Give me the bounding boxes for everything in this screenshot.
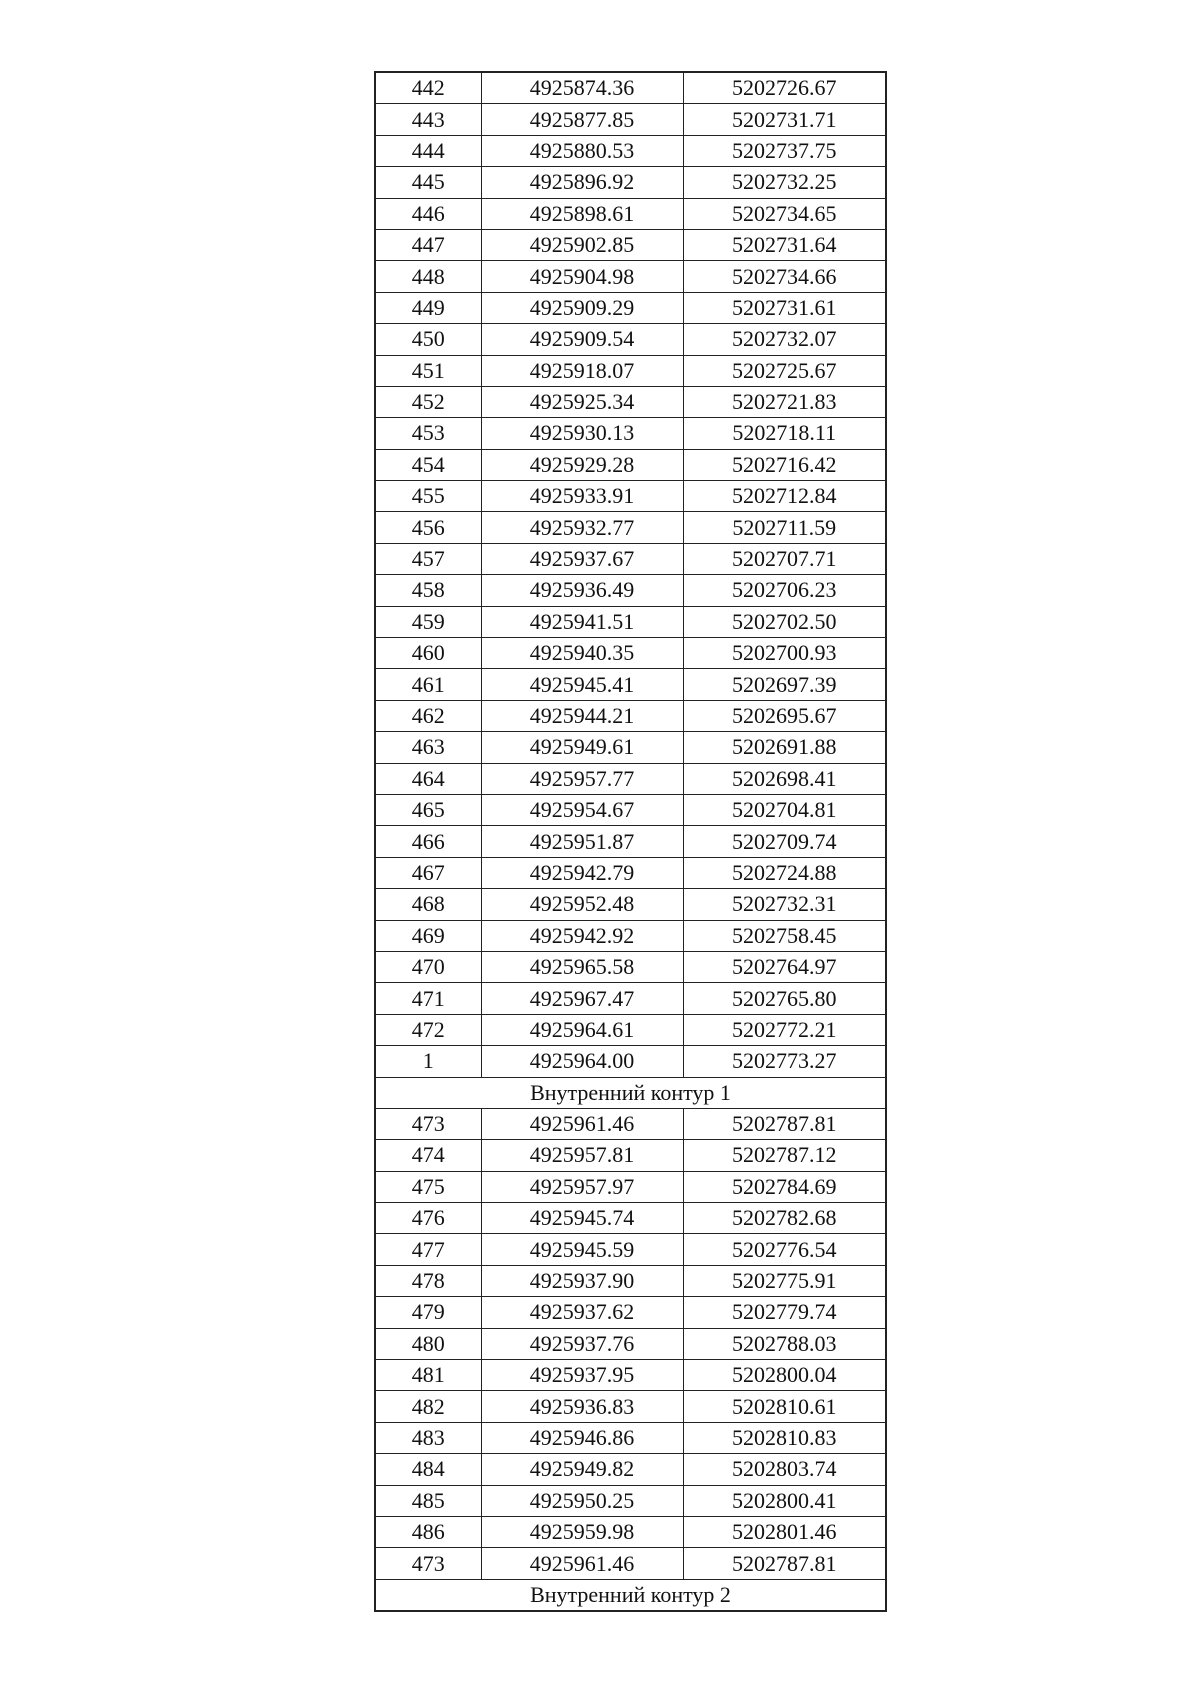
x-coordinate-cell: 4925957.97 [481, 1171, 683, 1202]
x-coordinate-cell: 4925936.83 [481, 1391, 683, 1422]
y-coordinate-cell: 5202787.81 [683, 1548, 886, 1579]
point-number-cell: 448 [375, 261, 481, 292]
point-number-cell: 462 [375, 700, 481, 731]
y-coordinate-cell: 5202810.83 [683, 1422, 886, 1453]
x-coordinate-cell: 4925933.91 [481, 481, 683, 512]
point-number-cell: 479 [375, 1297, 481, 1328]
x-coordinate-cell: 4925954.67 [481, 794, 683, 825]
point-number-cell: 456 [375, 512, 481, 543]
y-coordinate-cell: 5202732.07 [683, 324, 886, 355]
table-row [375, 481, 886, 512]
x-coordinate-cell: 4925941.51 [481, 606, 683, 637]
table-row [375, 72, 886, 104]
table-row [375, 229, 886, 260]
x-coordinate-cell: 4925932.77 [481, 512, 683, 543]
table-row [375, 261, 886, 292]
y-coordinate-cell: 5202800.41 [683, 1485, 886, 1516]
table-row [375, 575, 886, 606]
point-number-cell: 457 [375, 543, 481, 574]
table-row [375, 418, 886, 449]
x-coordinate-cell: 4925961.46 [481, 1108, 683, 1139]
y-coordinate-cell: 5202726.67 [683, 72, 886, 104]
y-coordinate-cell: 5202718.11 [683, 418, 886, 449]
table-row [375, 669, 886, 700]
x-coordinate-cell: 4925949.61 [481, 732, 683, 763]
x-coordinate-cell: 4925945.59 [481, 1234, 683, 1265]
y-coordinate-cell: 5202764.97 [683, 951, 886, 982]
point-number-cell: 444 [375, 135, 481, 166]
table-row [375, 198, 886, 229]
y-coordinate-cell: 5202698.41 [683, 763, 886, 794]
table-row [375, 1391, 886, 1422]
point-number-cell: 454 [375, 449, 481, 480]
x-coordinate-cell: 4925965.58 [481, 951, 683, 982]
x-coordinate-cell: 4925964.61 [481, 1014, 683, 1045]
x-coordinate-cell: 4925936.49 [481, 575, 683, 606]
table-row [375, 449, 886, 480]
table-row [375, 1014, 886, 1045]
table-row [375, 1360, 886, 1391]
x-coordinate-cell: 4925902.85 [481, 229, 683, 260]
y-coordinate-cell: 5202788.03 [683, 1328, 886, 1359]
y-coordinate-cell: 5202732.25 [683, 167, 886, 198]
y-coordinate-cell: 5202691.88 [683, 732, 886, 763]
x-coordinate-cell: 4925957.77 [481, 763, 683, 794]
table-row [375, 732, 886, 763]
x-coordinate-cell: 4925898.61 [481, 198, 683, 229]
table-row [375, 700, 886, 731]
y-coordinate-cell: 5202776.54 [683, 1234, 886, 1265]
x-coordinate-cell: 4925904.98 [481, 261, 683, 292]
table-row [375, 543, 886, 574]
table-row [375, 638, 886, 669]
section-label: Внутренний контур 2 [375, 1579, 886, 1611]
y-coordinate-cell: 5202711.59 [683, 512, 886, 543]
x-coordinate-cell: 4925957.81 [481, 1140, 683, 1171]
point-number-cell: 468 [375, 889, 481, 920]
point-number-cell: 443 [375, 104, 481, 135]
coordinates-table [374, 71, 887, 1612]
y-coordinate-cell: 5202784.69 [683, 1171, 886, 1202]
x-coordinate-cell: 4925961.46 [481, 1548, 683, 1579]
x-coordinate-cell: 4925945.74 [481, 1203, 683, 1234]
point-number-cell: 482 [375, 1391, 481, 1422]
table-row [375, 104, 886, 135]
point-number-cell: 480 [375, 1328, 481, 1359]
point-number-cell: 484 [375, 1454, 481, 1485]
table-row [375, 857, 886, 888]
point-number-cell: 452 [375, 386, 481, 417]
point-number-cell: 469 [375, 920, 481, 951]
point-number-cell: 442 [375, 72, 481, 104]
section-header-row [375, 1077, 886, 1108]
y-coordinate-cell: 5202787.12 [683, 1140, 886, 1171]
table-row [375, 355, 886, 386]
x-coordinate-cell: 4925945.41 [481, 669, 683, 700]
point-number-cell: 458 [375, 575, 481, 606]
x-coordinate-cell: 4925952.48 [481, 889, 683, 920]
y-coordinate-cell: 5202700.93 [683, 638, 886, 669]
point-number-cell: 450 [375, 324, 481, 355]
y-coordinate-cell: 5202725.67 [683, 355, 886, 386]
coordinates-table-body [375, 72, 886, 1611]
table-row [375, 135, 886, 166]
point-number-cell: 461 [375, 669, 481, 700]
x-coordinate-cell: 4925946.86 [481, 1422, 683, 1453]
y-coordinate-cell: 5202724.88 [683, 857, 886, 888]
y-coordinate-cell: 5202702.50 [683, 606, 886, 637]
x-coordinate-cell: 4925940.35 [481, 638, 683, 669]
y-coordinate-cell: 5202734.66 [683, 261, 886, 292]
x-coordinate-cell: 4925937.95 [481, 1360, 683, 1391]
x-coordinate-cell: 4925896.92 [481, 167, 683, 198]
table-row [375, 1328, 886, 1359]
x-coordinate-cell: 4925925.34 [481, 386, 683, 417]
point-number-cell: 486 [375, 1516, 481, 1547]
y-coordinate-cell: 5202803.74 [683, 1454, 886, 1485]
table-row [375, 1516, 886, 1547]
table-row [375, 1203, 886, 1234]
x-coordinate-cell: 4925929.28 [481, 449, 683, 480]
y-coordinate-cell: 5202707.71 [683, 543, 886, 574]
table-row [375, 951, 886, 982]
table-row [375, 1108, 886, 1139]
y-coordinate-cell: 5202801.46 [683, 1516, 886, 1547]
point-number-cell: 477 [375, 1234, 481, 1265]
y-coordinate-cell: 5202731.64 [683, 229, 886, 260]
y-coordinate-cell: 5202773.27 [683, 1046, 886, 1077]
x-coordinate-cell: 4925949.82 [481, 1454, 683, 1485]
table-row [375, 324, 886, 355]
table-row [375, 1422, 886, 1453]
table-row [375, 1046, 886, 1077]
x-coordinate-cell: 4925874.36 [481, 72, 683, 104]
x-coordinate-cell: 4925930.13 [481, 418, 683, 449]
x-coordinate-cell: 4925950.25 [481, 1485, 683, 1516]
point-number-cell: 467 [375, 857, 481, 888]
table-row [375, 386, 886, 417]
point-number-cell: 481 [375, 1360, 481, 1391]
point-number-cell: 446 [375, 198, 481, 229]
x-coordinate-cell: 4925880.53 [481, 135, 683, 166]
x-coordinate-cell: 4925951.87 [481, 826, 683, 857]
y-coordinate-cell: 5202772.21 [683, 1014, 886, 1045]
y-coordinate-cell: 5202695.67 [683, 700, 886, 731]
y-coordinate-cell: 5202800.04 [683, 1360, 886, 1391]
y-coordinate-cell: 5202716.42 [683, 449, 886, 480]
y-coordinate-cell: 5202758.45 [683, 920, 886, 951]
point-number-cell: 453 [375, 418, 481, 449]
table-row [375, 920, 886, 951]
point-number-cell: 451 [375, 355, 481, 386]
y-coordinate-cell: 5202712.84 [683, 481, 886, 512]
y-coordinate-cell: 5202737.75 [683, 135, 886, 166]
point-number-cell: 478 [375, 1265, 481, 1296]
x-coordinate-cell: 4925964.00 [481, 1046, 683, 1077]
section-header-row [375, 1579, 886, 1611]
point-number-cell: 483 [375, 1422, 481, 1453]
point-number-cell: 472 [375, 1014, 481, 1045]
table-row [375, 1548, 886, 1579]
y-coordinate-cell: 5202765.80 [683, 983, 886, 1014]
point-number-cell: 485 [375, 1485, 481, 1516]
section-label: Внутренний контур 1 [375, 1077, 886, 1108]
point-number-cell: 475 [375, 1171, 481, 1202]
table-row [375, 763, 886, 794]
point-number-cell: 464 [375, 763, 481, 794]
table-row [375, 512, 886, 543]
point-number-cell: 465 [375, 794, 481, 825]
point-number-cell: 466 [375, 826, 481, 857]
y-coordinate-cell: 5202782.68 [683, 1203, 886, 1234]
y-coordinate-cell: 5202706.23 [683, 575, 886, 606]
point-number-cell: 449 [375, 292, 481, 323]
table-row [375, 794, 886, 825]
x-coordinate-cell: 4925909.29 [481, 292, 683, 323]
point-number-cell: 460 [375, 638, 481, 669]
table-row [375, 606, 886, 637]
point-number-cell: 471 [375, 983, 481, 1014]
y-coordinate-cell: 5202704.81 [683, 794, 886, 825]
y-coordinate-cell: 5202709.74 [683, 826, 886, 857]
table-row [375, 1454, 886, 1485]
table-row [375, 826, 886, 857]
y-coordinate-cell: 5202810.61 [683, 1391, 886, 1422]
x-coordinate-cell: 4925942.79 [481, 857, 683, 888]
y-coordinate-cell: 5202787.81 [683, 1108, 886, 1139]
point-number-cell: 455 [375, 481, 481, 512]
x-coordinate-cell: 4925967.47 [481, 983, 683, 1014]
point-number-cell: 473 [375, 1548, 481, 1579]
table-row [375, 889, 886, 920]
x-coordinate-cell: 4925877.85 [481, 104, 683, 135]
point-number-cell: 474 [375, 1140, 481, 1171]
table-row [375, 1140, 886, 1171]
y-coordinate-cell: 5202697.39 [683, 669, 886, 700]
point-number-cell: 445 [375, 167, 481, 198]
x-coordinate-cell: 4925937.67 [481, 543, 683, 574]
x-coordinate-cell: 4925944.21 [481, 700, 683, 731]
point-number-cell: 1 [375, 1046, 481, 1077]
x-coordinate-cell: 4925918.07 [481, 355, 683, 386]
x-coordinate-cell: 4925937.76 [481, 1328, 683, 1359]
point-number-cell: 470 [375, 951, 481, 982]
y-coordinate-cell: 5202731.61 [683, 292, 886, 323]
x-coordinate-cell: 4925937.62 [481, 1297, 683, 1328]
point-number-cell: 476 [375, 1203, 481, 1234]
x-coordinate-cell: 4925942.92 [481, 920, 683, 951]
point-number-cell: 459 [375, 606, 481, 637]
x-coordinate-cell: 4925959.98 [481, 1516, 683, 1547]
y-coordinate-cell: 5202779.74 [683, 1297, 886, 1328]
table-row [375, 1297, 886, 1328]
y-coordinate-cell: 5202775.91 [683, 1265, 886, 1296]
x-coordinate-cell: 4925909.54 [481, 324, 683, 355]
table-row [375, 1234, 886, 1265]
point-number-cell: 473 [375, 1108, 481, 1139]
point-number-cell: 463 [375, 732, 481, 763]
point-number-cell: 447 [375, 229, 481, 260]
y-coordinate-cell: 5202731.71 [683, 104, 886, 135]
table-row [375, 1485, 886, 1516]
table-row [375, 292, 886, 323]
y-coordinate-cell: 5202734.65 [683, 198, 886, 229]
x-coordinate-cell: 4925937.90 [481, 1265, 683, 1296]
table-row [375, 1265, 886, 1296]
y-coordinate-cell: 5202721.83 [683, 386, 886, 417]
table-row [375, 983, 886, 1014]
y-coordinate-cell: 5202732.31 [683, 889, 886, 920]
table-row [375, 1171, 886, 1202]
table-row [375, 167, 886, 198]
